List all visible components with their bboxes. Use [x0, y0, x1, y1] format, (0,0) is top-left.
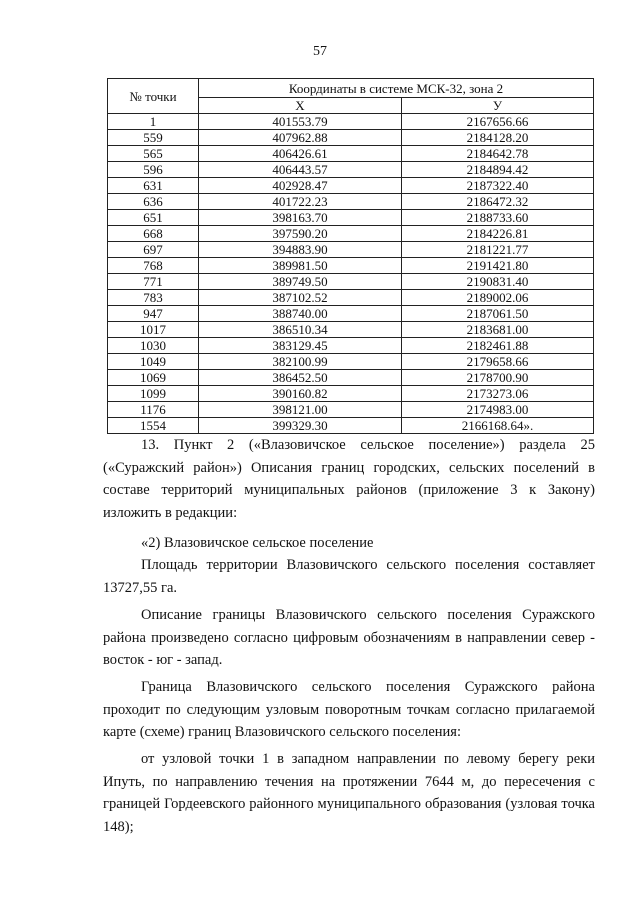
table-row — [108, 290, 594, 306]
point-cell: 668 — [108, 226, 199, 242]
point-cell: 1049 — [108, 354, 199, 370]
point-cell: 1 — [108, 114, 199, 130]
point-cell: 1069 — [108, 370, 199, 386]
table-row — [108, 114, 594, 130]
x-column-header: Х — [199, 98, 402, 114]
y-cell: 2182461.88 — [402, 338, 594, 354]
x-cell: 386510.34 — [199, 322, 402, 338]
y-cell: 2187061.50 — [402, 306, 594, 322]
y-cell: 2166168.64». — [402, 418, 594, 434]
coordinates-table — [107, 78, 594, 434]
x-cell: 407962.88 — [199, 130, 402, 146]
table-row — [108, 178, 594, 194]
y-cell: 2191421.80 — [402, 258, 594, 274]
y-cell: 2174983.00 — [402, 402, 594, 418]
y-cell: 2184128.20 — [402, 130, 594, 146]
table-row — [108, 386, 594, 402]
table-row — [108, 306, 594, 322]
y-cell: 2181221.77 — [402, 242, 594, 258]
x-cell: 406443.57 — [199, 162, 402, 178]
area-text: Площадь территории Влазовичского сельского поселения составляет 13727,55 га. — [103, 557, 595, 596]
description-text: Описание границы Влазовичского сельского поселения Суражского района произведено согласно цифровым обозначениям в направлении север - восток - юг - запад. — [103, 607, 595, 668]
table-row — [108, 338, 594, 354]
x-cell: 406426.61 — [199, 146, 402, 162]
table-row — [108, 210, 594, 226]
x-cell: 389749.50 — [199, 274, 402, 290]
x-cell: 402928.47 — [199, 178, 402, 194]
point-cell: 651 — [108, 210, 199, 226]
y-column-header: У — [402, 98, 594, 114]
item-13-paragraph — [103, 434, 595, 524]
y-cell: 2178700.90 — [402, 370, 594, 386]
y-cell: 2167656.66 — [402, 114, 594, 130]
item-13-text: 13. Пункт 2 («Влазовичское сельское поселение») раздела 25 («Суражский район») Описания границ городских, сельских поселений в составе территорий муниципальных районов (приложение 3 к Закону) изложить в редакции: — [103, 437, 595, 521]
y-cell: 2179658.66 — [402, 354, 594, 370]
point-cell: 559 — [108, 130, 199, 146]
y-cell: 2190831.40 — [402, 274, 594, 290]
point-cell: 596 — [108, 162, 199, 178]
table-row — [108, 274, 594, 290]
y-cell: 2187322.40 — [402, 178, 594, 194]
boundary-text: Граница Влазовичского сельского поселения Суражского района проходит по следующим узловым поворотным точкам согласно прилагаемой карте (схеме) границ Влазовичского сельского поселения: — [103, 679, 595, 740]
x-cell: 398121.00 — [199, 402, 402, 418]
point-cell: 768 — [108, 258, 199, 274]
x-cell: 382100.99 — [199, 354, 402, 370]
y-cell: 2184642.78 — [402, 146, 594, 162]
point-cell: 1099 — [108, 386, 199, 402]
route-paragraph — [103, 748, 595, 838]
table-row — [108, 418, 594, 434]
y-cell: 2188733.60 — [402, 210, 594, 226]
y-cell: 2184894.42 — [402, 162, 594, 178]
x-cell: 394883.90 — [199, 242, 402, 258]
coordinate-system-header: Координаты в системе МСК-32, зона 2 — [199, 79, 594, 98]
point-cell: 565 — [108, 146, 199, 162]
x-cell: 390160.82 — [199, 386, 402, 402]
point-cell: 771 — [108, 274, 199, 290]
point-cell: 783 — [108, 290, 199, 306]
point-cell: 697 — [108, 242, 199, 258]
x-cell: 397590.20 — [199, 226, 402, 242]
x-cell: 389981.50 — [199, 258, 402, 274]
y-cell: 2173273.06 — [402, 386, 594, 402]
table-row — [108, 146, 594, 162]
coordinates-table-body — [108, 114, 594, 434]
point-cell: 631 — [108, 178, 199, 194]
x-cell: 383129.45 — [199, 338, 402, 354]
route-text: от узловой точки 1 в западном направлении по левому берегу реки Ипуть, по направлению течения на протяжении 7644 м, до пересечения с границей Гордеевского районного муниципального образования (узловая точка 148); — [103, 751, 595, 835]
x-cell: 386452.50 — [199, 370, 402, 386]
area-paragraph — [103, 554, 595, 599]
point-cell: 1030 — [108, 338, 199, 354]
y-cell: 2186472.32 — [402, 194, 594, 210]
x-cell: 399329.30 — [199, 418, 402, 434]
table-row — [108, 226, 594, 242]
point-cell: 947 — [108, 306, 199, 322]
description-paragraph — [103, 604, 595, 672]
table-row — [108, 402, 594, 418]
table-row — [108, 242, 594, 258]
table-row — [108, 322, 594, 338]
table-row — [108, 258, 594, 274]
point-column-header: № точки — [108, 79, 199, 114]
table-row — [108, 354, 594, 370]
x-cell: 398163.70 — [199, 210, 402, 226]
section-heading — [103, 532, 595, 555]
boundary-paragraph — [103, 676, 595, 744]
x-cell: 401553.79 — [199, 114, 402, 130]
x-cell: 387102.52 — [199, 290, 402, 306]
section-heading-text: «2) Влазовичское сельское поселение — [141, 535, 374, 551]
x-cell: 388740.00 — [199, 306, 402, 322]
table-row — [108, 162, 594, 178]
point-cell: 1176 — [108, 402, 199, 418]
point-cell: 1554 — [108, 418, 199, 434]
point-cell: 1017 — [108, 322, 199, 338]
y-cell: 2189002.06 — [402, 290, 594, 306]
page-number: 57 — [313, 44, 327, 59]
table-row — [108, 130, 594, 146]
y-cell: 2183681.00 — [402, 322, 594, 338]
table-row — [108, 194, 594, 210]
x-cell: 401722.23 — [199, 194, 402, 210]
y-cell: 2184226.81 — [402, 226, 594, 242]
point-cell: 636 — [108, 194, 199, 210]
table-row — [108, 370, 594, 386]
